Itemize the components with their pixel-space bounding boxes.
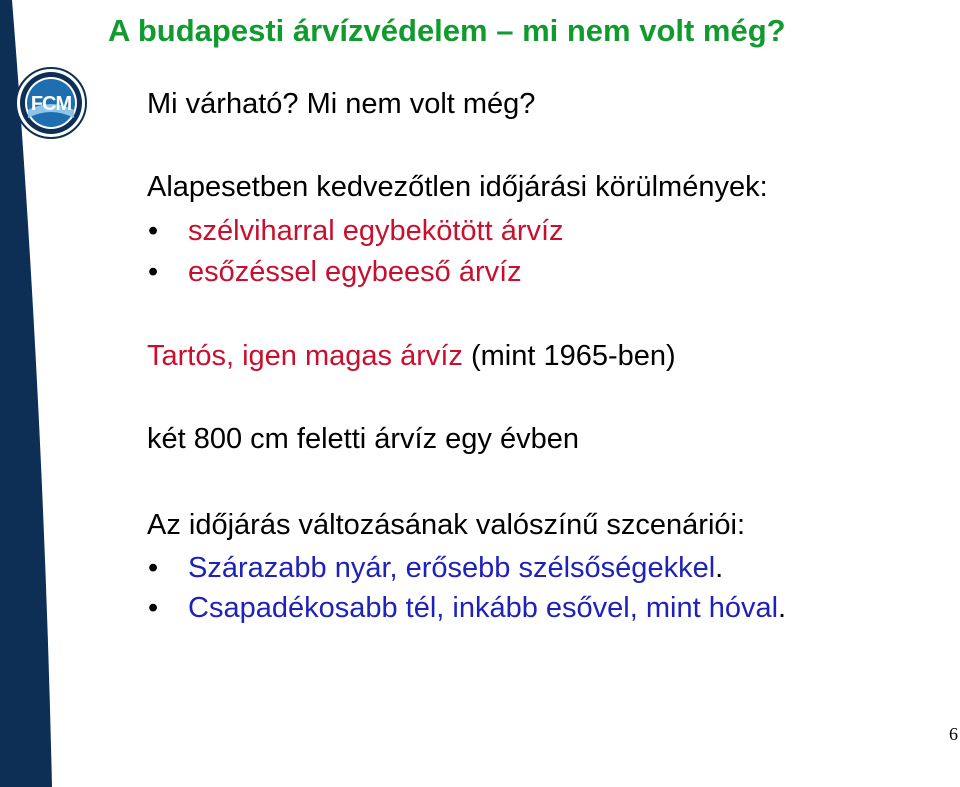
bullet-icon: • [148,256,159,288]
scenario-heading: Az időjárás változásának valószínű szcenáriói: [147,509,746,541]
list-item: • szélviharral egybekötött árvíz [148,215,564,247]
slide-subtitle: Mi várható? Mi nem volt még? [147,88,536,120]
sentence-period: . [715,552,724,584]
flood-note: (mint 1965-ben) [462,340,676,372]
list-item: • Szárazabb nyár, erősebb szélsőségekkel. [148,552,724,584]
bullet-icon: • [148,592,159,624]
slide-title: A budapesti árvízvédelem – mi nem volt még? [108,13,786,48]
baseline-heading: Alapesetben kedvezőtlen időjárási körülmények: [147,171,768,203]
bullet-icon: • [148,552,159,584]
sentence-period: . [778,592,787,624]
list-item: • esőzéssel egybeeső árvíz [148,256,522,288]
flood-line [147,339,676,374]
fcm-logo-icon [14,66,88,140]
page-number: 6 [949,724,958,744]
flood-highlight: Tartós, igen magas árvíz [147,340,463,372]
bullet-icon: • [148,215,159,247]
svg-text:FCM: FCM [30,93,72,115]
two-floods-line: két 800 cm feletti árvíz egy évben [147,423,579,455]
list-item: • Csapadékosabb tél, inkább esővel, mint hóval. [148,592,787,624]
